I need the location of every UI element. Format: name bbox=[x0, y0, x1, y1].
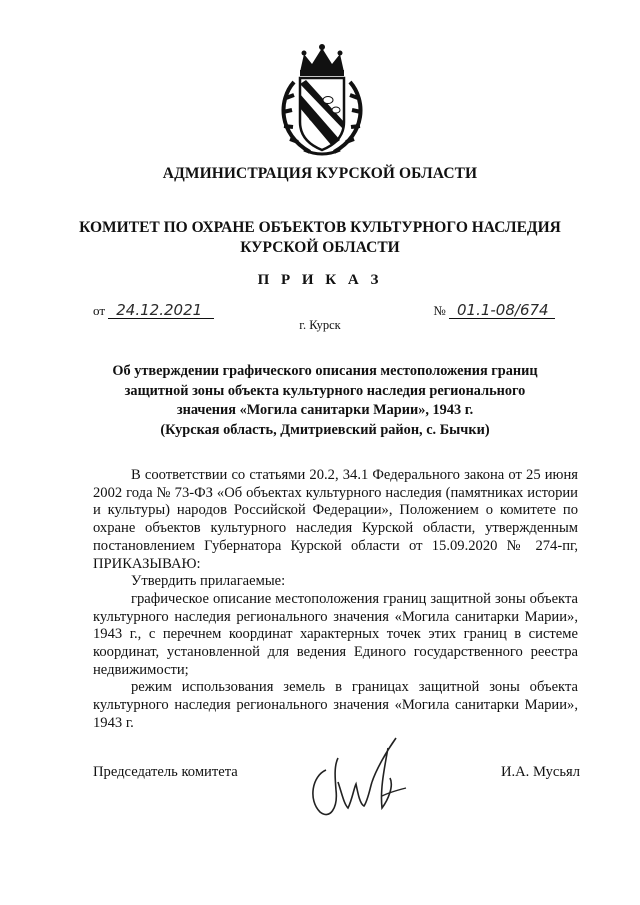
order-body bbox=[93, 467, 578, 733]
subject-line3: значения «Могила санитарки Марии», 1943 г. bbox=[176, 402, 474, 418]
body-paragraph: В соответствии со статьями 20.2, 34.1 Федерального закона от 25 июня 2002 года № 73-ФЗ «Об объектах культурного наследия (памятниках истории и культуры) народов Российской Федерации», Положением о комитете по охране объектов культурного наследия Курской области, утвержденным постановлением Губернатора Курской области от 15.09.2020 № 274-пг, ПРИКАЗЫВАЮ: bbox=[93, 467, 578, 572]
body-paragraph: Утвердить прилагаемые: bbox=[131, 573, 286, 590]
number-value: 01.1-08/674 bbox=[449, 303, 555, 319]
body-paragraph: режим использования земель в границах защитной зоны объекта культурного наследия регионального значения «Могила санитарки Марии», 1943 г. bbox=[93, 679, 578, 731]
body-paragraph: графическое описание местоположения границ защитной зоны объекта культурного наследия регионального значения «Могила санитарки Марии», 1943 г., с перечнем координат характерных точек этих границ в системе координат, установленной для ведения Единого государственного реестра недвижимости; bbox=[93, 590, 578, 678]
subject-line2: защитной зоны объекта культурного наследия регионального bbox=[124, 382, 526, 399]
city: г. Курск bbox=[299, 318, 341, 332]
subject-line1: Об утверждении графического описания местоположения границ bbox=[112, 363, 538, 379]
signatory-position: Председатель комитета bbox=[93, 764, 238, 780]
handwritten-signature bbox=[298, 730, 413, 826]
date-value: 24.12.2021 bbox=[108, 303, 214, 319]
order-subject bbox=[90, 362, 560, 440]
coat-of-arms-icon bbox=[270, 42, 374, 158]
administration-title: АДМИНИСТРАЦИЯ КУРСКОЙ ОБЛАСТИ bbox=[162, 165, 478, 182]
order-number bbox=[433, 303, 555, 319]
subject-line4: (Курская область, Дмитриевский район, с. Бычки) bbox=[160, 421, 490, 438]
signatory-name: И.А. Мусьял bbox=[500, 764, 580, 780]
date-prefix: от bbox=[93, 303, 106, 318]
committee-title-line1: КОМИТЕТ ПО ОХРАНЕ ОБЪЕКТОВ КУЛЬТУРНОГО НАСЛЕДИЯ bbox=[79, 219, 561, 236]
number-prefix: № bbox=[433, 303, 446, 318]
committee-title-line2: КУРСКОЙ ОБЛАСТИ bbox=[240, 239, 400, 256]
order-date bbox=[93, 303, 214, 319]
document-type: П Р И К А З bbox=[257, 272, 383, 288]
committee-title bbox=[60, 218, 580, 258]
